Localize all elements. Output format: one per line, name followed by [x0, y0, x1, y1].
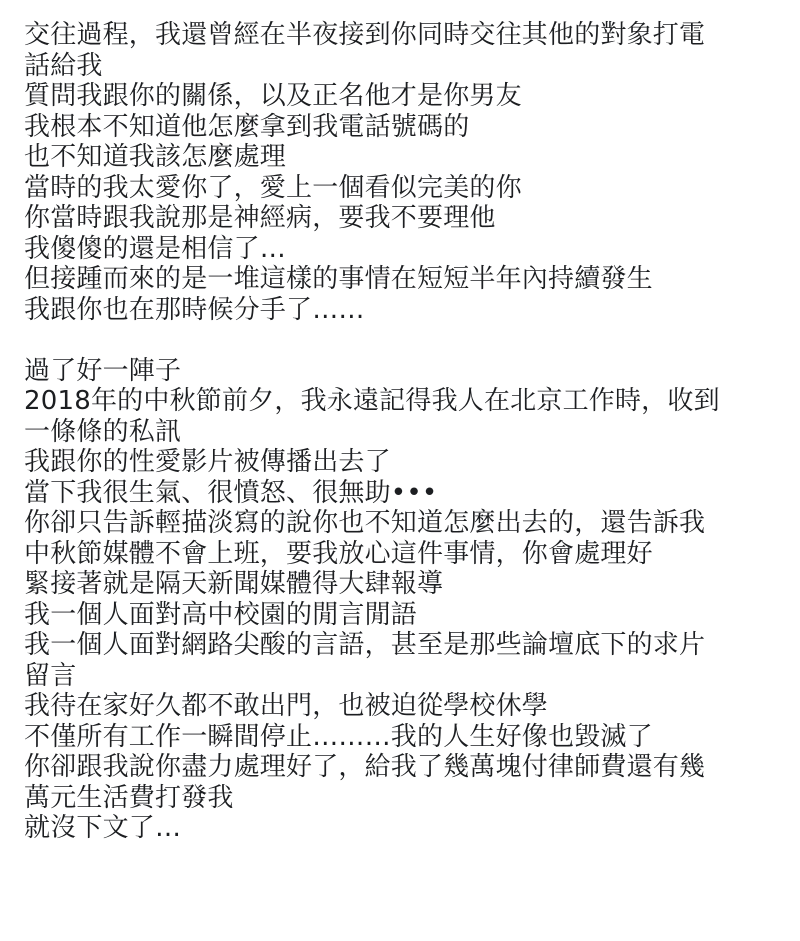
paragraph-spacer: [24, 325, 784, 356]
text-line: 留言: [24, 660, 77, 691]
text-line: 不僅所有工作一瞬間停止………我的人生好像也毀滅了: [24, 721, 653, 752]
text-line: 我傻傻的還是相信了…: [24, 233, 287, 264]
text-line: 當下我很生氣、很憤怒、很無助•••: [24, 477, 438, 508]
text-line: 質問我跟你的關係，以及正名他才是你男友: [24, 81, 522, 111]
text-line: 也不知道我該怎麼處理: [24, 142, 287, 172]
text-line: 我跟你的性愛影片被傳播出去了: [24, 447, 391, 477]
text-line: 你卻只告訴輕描淡寫的說你也不知道怎麼出去的，還告訴我: [24, 508, 706, 538]
text-line: 你當時跟我說那是神經病，要我不要理他: [24, 203, 496, 233]
text-line: 我根本不知道他怎麼拿到我電話號碼的: [24, 111, 470, 142]
text-line: 緊接著就是隔天新聞媒體得大肆報導: [24, 569, 444, 599]
text-line: 話給我: [24, 50, 103, 81]
text-line: 我待在家好久都不敢出門，也被迫從學校休學: [24, 691, 549, 721]
text-line: 過了好一陣子: [24, 355, 182, 386]
text-line: 當時的我太愛你了，愛上一個看似完美的你: [24, 172, 522, 203]
text-line: 但接踵而來的是一堆這樣的事情在短短半年內持續發生: [24, 264, 653, 294]
text-line: 我一個人面對高中校園的閒言閒語: [24, 599, 418, 630]
text-line: 就沒下文了…: [24, 813, 182, 843]
text-line: 中秋節媒體不會上班，要我放心這件事情，你會處理好: [24, 538, 653, 569]
text-line: 2018年的中秋節前夕，我永遠記得我人在北京工作時，收到: [24, 386, 720, 416]
text-line: 你卻跟我說你盡力處理好了，給我了幾萬塊付律師費還有幾: [24, 752, 706, 782]
post-body: [24, 20, 784, 844]
text-line: 我跟你也在那時候分手了……: [24, 294, 365, 325]
paragraph-1: [24, 20, 784, 325]
text-line: 萬元生活費打發我: [24, 782, 234, 813]
text-line: 我一個人面對網路尖酸的言語，甚至是那些論壇底下的求片: [24, 630, 706, 660]
paragraph-2: [24, 356, 784, 844]
text-line: 交往過程，我還曾經在半夜接到你同時交往其他的對象打電: [24, 20, 706, 50]
text-line: 一條條的私訊: [24, 416, 182, 447]
